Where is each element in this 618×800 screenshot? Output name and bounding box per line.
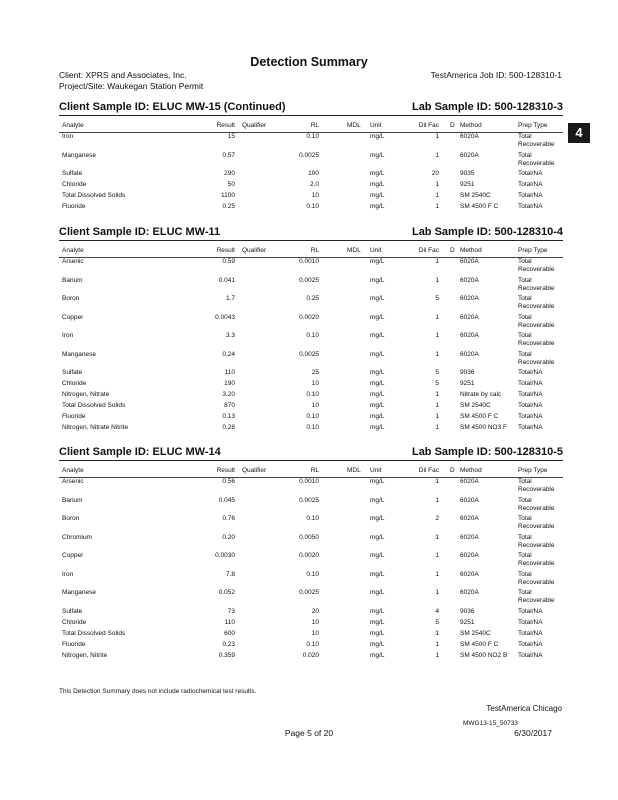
cell-prep-type: Total/NA	[518, 618, 543, 626]
table-row	[59, 630, 563, 641]
cell-unit: mg/L	[370, 313, 385, 321]
cell-result: 0.359	[218, 651, 235, 659]
lab-sample-id: Lab Sample ID: 500-128310-5	[411, 446, 563, 458]
cell-rl: 20	[311, 607, 319, 615]
cell-method: 9251	[460, 181, 475, 188]
table-row	[59, 534, 563, 553]
cell-unit: mg/L	[370, 192, 385, 199]
cell-dil-fac: 20	[431, 170, 439, 177]
cell-dil-fac: 5	[435, 618, 439, 626]
cell-dil-fac: 1	[435, 640, 439, 648]
sample-section	[59, 446, 563, 663]
table-row	[59, 608, 563, 619]
cell-method: SM 2540C	[460, 192, 491, 199]
cell-dil-fac: 1	[435, 258, 439, 265]
cell-analyte: Total Dissolved Solids	[62, 192, 126, 199]
cell-result: 3.3	[225, 332, 235, 339]
cell-rl: 10	[311, 192, 319, 199]
cell-prep-type: Total/NA	[518, 640, 543, 648]
cell-rl: 0.10	[306, 133, 319, 140]
cell-unit: mg/L	[370, 552, 385, 559]
cell-dil-fac: 1	[435, 391, 439, 398]
sample-section-header	[59, 446, 563, 461]
cell-analyte: Arsenic	[62, 478, 84, 485]
cell-unit: mg/L	[370, 402, 385, 409]
cell-unit: mg/L	[370, 651, 385, 659]
col-prep-type: Prep Type	[518, 122, 548, 129]
cell-result: 0.57	[222, 151, 235, 159]
column-header	[59, 465, 563, 478]
table-row	[59, 170, 563, 181]
cell-prep-type: Total/NA	[518, 369, 543, 376]
cell-analyte: Manganese	[62, 589, 96, 596]
cell-rl: 0.10	[306, 332, 319, 339]
page-title: Detection Summary	[250, 55, 368, 69]
cell-dil-fac: 1	[435, 332, 439, 339]
table-row	[59, 402, 563, 413]
cell-method: SM 4500 F C	[460, 203, 499, 210]
cell-analyte: Chloride	[62, 380, 87, 387]
cell-method: 6020A	[460, 533, 479, 541]
col-unit: Unit	[370, 247, 382, 254]
cell-rl: 0.0025	[299, 151, 319, 159]
cell-result: 0.23	[222, 640, 235, 648]
cell-rl: 0.10	[306, 391, 319, 398]
cell-dil-fac: 1	[435, 276, 439, 284]
col-d: D	[450, 467, 455, 474]
cell-rl: 0.0020	[299, 313, 319, 321]
cell-rl: 0.0025	[299, 589, 319, 596]
cell-method: SM 4500 F C	[460, 640, 499, 648]
cell-method: 6020A	[460, 295, 479, 302]
cell-unit: mg/L	[370, 151, 385, 159]
cell-rl: 0.0010	[299, 258, 319, 265]
footnote: This Detection Summary does not include radiochemical test results.	[59, 688, 257, 695]
lab-name: TestAmerica Chicago	[486, 704, 562, 713]
col-analyte: Analyte	[62, 122, 84, 129]
cell-prep-type: Total Recoverable	[518, 515, 555, 530]
cell-prep-type: Total/NA	[518, 651, 543, 659]
sample-section	[59, 101, 563, 214]
cell-unit: mg/L	[370, 640, 385, 648]
table-row	[59, 203, 563, 214]
cell-dil-fac: 1	[435, 313, 439, 321]
cell-result: 290	[224, 170, 235, 177]
cell-dil-fac: 1	[435, 478, 439, 485]
cell-prep-type: Total Recoverable	[518, 276, 555, 292]
cell-dil-fac: 1	[435, 133, 439, 140]
table-row	[59, 552, 563, 571]
table-row	[59, 391, 563, 402]
cell-prep-type: Total Recoverable	[518, 589, 555, 604]
table-row	[59, 478, 563, 497]
cell-prep-type: Total/NA	[518, 181, 543, 188]
cell-unit: mg/L	[370, 391, 385, 398]
cell-unit: mg/L	[370, 413, 385, 420]
cell-result: 0.041	[218, 276, 235, 284]
col-analyte: Analyte	[62, 467, 84, 474]
cell-analyte: Manganese	[62, 151, 96, 159]
table-row	[59, 641, 563, 652]
cell-result: 50	[227, 181, 235, 188]
column-header	[59, 120, 563, 133]
col-prep-type: Prep Type	[518, 467, 548, 474]
cell-analyte: Chloride	[62, 181, 87, 188]
cell-result: 0.76	[222, 515, 235, 522]
cell-unit: mg/L	[370, 369, 385, 376]
cell-unit: mg/L	[370, 133, 385, 140]
cell-unit: mg/L	[370, 350, 385, 358]
cell-method: 6020A	[460, 552, 479, 559]
cell-analyte: Total Dissolved Solids	[62, 629, 126, 637]
cell-analyte: Boron	[62, 515, 80, 522]
cell-rl: 10	[311, 380, 319, 387]
cell-analyte: Nitrogen, Nitrate	[62, 391, 110, 398]
job-id: TestAmerica Job ID: 500-128310-1	[430, 70, 562, 80]
cell-prep-type: Total/NA	[518, 402, 543, 409]
cell-rl: 100	[308, 170, 319, 177]
cell-result: 0.0030	[215, 552, 235, 559]
cell-analyte: Chloride	[62, 618, 87, 626]
col-rl: RL	[310, 122, 319, 129]
cell-dil-fac: 1	[435, 402, 439, 409]
table-row	[59, 152, 563, 171]
cell-dil-fac: 1	[435, 413, 439, 420]
cell-prep-type: Total/NA	[518, 391, 543, 398]
col-qualifier: Qualifier	[242, 467, 267, 474]
cell-analyte: Nitrogen, Nitrite	[62, 651, 108, 659]
cell-unit: mg/L	[370, 607, 385, 615]
cell-prep-type: Total Recoverable	[518, 350, 555, 366]
cell-unit: mg/L	[370, 332, 385, 339]
page-number: Page 5 of 20	[284, 728, 334, 738]
col-analyte: Analyte	[62, 247, 84, 254]
cell-analyte: Iron	[62, 570, 74, 578]
cell-analyte: Arsenic	[62, 258, 84, 265]
cell-rl: 25	[311, 369, 319, 376]
cell-analyte: Fluoride	[62, 413, 86, 420]
cell-unit: mg/L	[370, 515, 385, 522]
table-body	[59, 478, 563, 663]
cell-prep-type: Total Recoverable	[518, 496, 555, 512]
cell-analyte: Barium	[62, 496, 83, 504]
cell-dil-fac: 1	[435, 350, 439, 358]
cell-method: SM 4500 NO2 B	[460, 651, 508, 659]
table-row	[59, 424, 563, 435]
col-rl: RL	[310, 467, 319, 474]
cell-rl: 0.25	[306, 295, 319, 302]
table-row	[59, 181, 563, 192]
table-row	[59, 571, 563, 590]
lab-sample-id: Lab Sample ID: 500-128310-4	[411, 226, 563, 238]
cell-result: 0.20	[222, 533, 235, 541]
cell-unit: mg/L	[370, 170, 385, 177]
cell-prep-type: Total/NA	[518, 380, 543, 387]
cell-method: 9036	[460, 607, 475, 615]
cell-rl: 0.10	[306, 570, 319, 578]
cell-method: 6020A	[460, 313, 479, 321]
cell-prep-type: Total Recoverable	[518, 258, 555, 273]
cell-dil-fac: 2	[435, 515, 439, 522]
cell-rl: 0.0020	[299, 552, 319, 559]
cell-method: SM 2540C	[460, 629, 491, 637]
cell-result: 73	[227, 607, 235, 615]
cell-analyte: Manganese	[62, 350, 96, 358]
cell-dil-fac: 1	[435, 424, 439, 431]
cell-analyte: Total Dissolved Solids	[62, 402, 126, 409]
table-row	[59, 652, 563, 663]
cell-unit: mg/L	[370, 570, 385, 578]
cell-dil-fac: 1	[435, 151, 439, 159]
cell-analyte: Barium	[62, 276, 83, 284]
cell-rl: 0.0010	[299, 478, 319, 485]
cell-unit: mg/L	[370, 380, 385, 387]
cell-prep-type: Total Recoverable	[518, 533, 555, 549]
cell-method: 9251	[460, 618, 475, 626]
cell-analyte: Boron	[62, 295, 80, 302]
cell-analyte: Iron	[62, 133, 74, 140]
table-row	[59, 351, 563, 370]
table-row	[59, 380, 563, 391]
cell-method: 6020A	[460, 515, 479, 522]
col-method: Method	[460, 122, 482, 129]
cell-unit: mg/L	[370, 478, 385, 485]
cell-analyte: Nitrogen, Nitrate Nitrite	[62, 424, 129, 431]
cell-analyte: Sulfate	[62, 607, 83, 615]
cell-dil-fac: 1	[435, 552, 439, 559]
table-row	[59, 619, 563, 630]
cell-rl: 0.10	[306, 640, 319, 648]
table-row	[59, 314, 563, 333]
col-dil-fac: Dil Fac	[418, 122, 439, 129]
cell-result: 0.56	[222, 478, 235, 485]
cell-rl: 0.0025	[299, 496, 319, 504]
cell-analyte: Fluoride	[62, 640, 86, 648]
table-body	[59, 133, 563, 214]
client-sample-id: Client Sample ID: ELUC MW-15 (Continued)	[59, 101, 286, 113]
cell-method: SM 4500 F C	[460, 413, 499, 420]
cell-result: 600	[224, 629, 235, 637]
cell-rl: 0.0025	[299, 276, 319, 284]
column-header	[59, 245, 563, 258]
cell-method: SM 2540C	[460, 402, 491, 409]
cell-prep-type: Total/NA	[518, 413, 543, 420]
sample-section	[59, 226, 563, 435]
cell-result: 0.59	[222, 258, 235, 265]
col-dil-fac: Dil Fac	[418, 247, 439, 254]
report-date: 6/30/2017	[514, 728, 552, 738]
cell-method: 9251	[460, 380, 475, 387]
table-row	[59, 295, 563, 314]
cell-result: 3.20	[222, 391, 235, 398]
cell-rl: 0.10	[306, 515, 319, 522]
cell-prep-type: Total Recoverable	[518, 478, 555, 493]
cell-unit: mg/L	[370, 629, 385, 637]
cell-prep-type: Total Recoverable	[518, 151, 555, 167]
table-row	[59, 133, 563, 152]
cell-method: 6020A	[460, 478, 479, 485]
table-row	[59, 258, 563, 277]
cell-prep-type: Total Recoverable	[518, 313, 555, 329]
cell-dil-fac: 1	[435, 181, 439, 188]
col-qualifier: Qualifier	[242, 247, 267, 254]
cell-method: 6020A	[460, 276, 479, 284]
col-mdl: MDL	[347, 247, 361, 254]
cell-method: 6020A	[460, 589, 479, 596]
cell-prep-type: Total/NA	[518, 170, 543, 177]
cell-dil-fac: 5	[435, 295, 439, 302]
cell-result: 0.13	[222, 413, 235, 420]
cell-dil-fac: 1	[435, 496, 439, 504]
cell-analyte: Chromium	[62, 533, 92, 541]
cell-rl: 10	[311, 629, 319, 637]
cell-rl: 10	[311, 402, 319, 409]
document-code: MWG13-15_50733	[463, 720, 518, 727]
cell-dil-fac: 1	[435, 192, 439, 199]
col-d: D	[450, 247, 455, 254]
col-d: D	[450, 122, 455, 129]
cell-method: 6020A	[460, 332, 479, 339]
cell-unit: mg/L	[370, 424, 385, 431]
col-method: Method	[460, 467, 482, 474]
client-name: Client: XPRS and Associates, Inc.	[59, 70, 187, 80]
project-site: Project/Site: Waukegan Station Permit	[59, 81, 204, 91]
cell-unit: mg/L	[370, 181, 385, 188]
cell-dil-fac: 1	[435, 651, 439, 659]
cell-method: SM 4500 NO3 F	[460, 424, 507, 431]
table-row	[59, 589, 563, 608]
col-dil-fac: Dil Fac	[418, 467, 439, 474]
col-unit: Unit	[370, 122, 382, 129]
cell-result: 110	[224, 369, 235, 376]
cell-prep-type: Total/NA	[518, 203, 543, 210]
col-qualifier: Qualifier	[242, 122, 267, 129]
cell-method: 6020A	[460, 151, 479, 159]
cell-analyte: Fluoride	[62, 203, 86, 210]
cell-unit: mg/L	[370, 203, 385, 210]
cell-dil-fac: 5	[435, 369, 439, 376]
cell-result: 110	[224, 618, 235, 626]
cell-result: 0.045	[218, 496, 235, 504]
cell-rl: 0.0025	[299, 350, 319, 358]
cell-prep-type: Total Recoverable	[518, 133, 555, 148]
cell-prep-type: Total/NA	[518, 192, 543, 199]
cell-result: 1100	[221, 192, 235, 199]
cell-method: 6020A	[460, 133, 479, 140]
cell-method: 6020A	[460, 570, 479, 578]
cell-analyte: Copper	[62, 552, 84, 559]
col-method: Method	[460, 247, 482, 254]
client-sample-id: Client Sample ID: ELUC MW-14	[59, 446, 221, 458]
cell-analyte: Sulfate	[62, 170, 83, 177]
col-unit: Unit	[370, 467, 382, 474]
cell-unit: mg/L	[370, 276, 385, 284]
cell-unit: mg/L	[370, 618, 385, 626]
cell-analyte: Sulfate	[62, 369, 83, 376]
table-row	[59, 497, 563, 516]
cell-dil-fac: 1	[435, 533, 439, 541]
cell-result: 15	[227, 133, 235, 140]
col-result: Result	[216, 122, 235, 129]
cell-unit: mg/L	[370, 295, 385, 302]
client-sample-id: Client Sample ID: ELUC MW-11	[59, 226, 221, 238]
cell-dil-fac: 1	[435, 570, 439, 578]
cell-dil-fac: 5	[435, 380, 439, 387]
cell-result: 0.24	[222, 350, 235, 358]
cell-prep-type: Total/NA	[518, 607, 543, 615]
cell-result: 7.8	[225, 570, 235, 578]
cell-rl: 0.0050	[299, 533, 319, 541]
section-tab: 4	[568, 123, 590, 143]
cell-method: 6020A	[460, 350, 479, 358]
cell-analyte: Iron	[62, 332, 74, 339]
table-body	[59, 258, 563, 435]
col-result: Result	[216, 467, 235, 474]
table-row	[59, 332, 563, 351]
cell-rl: 0.10	[306, 203, 319, 210]
cell-rl: 0.10	[306, 413, 319, 420]
cell-dil-fac: 4	[435, 607, 439, 615]
table-row	[59, 369, 563, 380]
cell-analyte: Copper	[62, 313, 84, 321]
table-row	[59, 192, 563, 203]
cell-unit: mg/L	[370, 258, 385, 265]
cell-dil-fac: 1	[435, 589, 439, 596]
cell-method: 6020A	[460, 258, 479, 265]
cell-rl: 0.020	[302, 651, 319, 659]
cell-unit: mg/L	[370, 533, 385, 541]
sample-section-header	[59, 101, 563, 116]
cell-result: 0.052	[218, 589, 235, 596]
cell-method: 9036	[460, 369, 475, 376]
cell-dil-fac: 1	[435, 203, 439, 210]
cell-result: 190	[224, 380, 235, 387]
cell-rl: 0.10	[306, 424, 319, 431]
cell-result: 0.25	[222, 203, 235, 210]
cell-dil-fac: 1	[435, 629, 439, 637]
cell-result: 0.0043	[215, 313, 235, 321]
cell-prep-type: Total Recoverable	[518, 295, 555, 310]
cell-result: 870	[224, 402, 235, 409]
cell-rl: 2.0	[309, 181, 319, 188]
col-prep-type: Prep Type	[518, 247, 548, 254]
table-row	[59, 515, 563, 534]
cell-prep-type: Total/NA	[518, 424, 543, 431]
col-mdl: MDL	[347, 122, 361, 129]
col-result: Result	[216, 247, 235, 254]
sample-section-header	[59, 226, 563, 241]
cell-result: 1.7	[225, 295, 235, 302]
cell-method: 6020A	[460, 496, 479, 504]
cell-method: 9035	[460, 170, 475, 177]
cell-prep-type: Total Recoverable	[518, 332, 555, 347]
col-mdl: MDL	[347, 467, 361, 474]
cell-prep-type: Total Recoverable	[518, 552, 555, 567]
lab-sample-id: Lab Sample ID: 500-128310-3	[411, 101, 563, 113]
table-row	[59, 277, 563, 296]
cell-rl: 10	[311, 618, 319, 626]
cell-result: 0.28	[222, 424, 235, 431]
table-row	[59, 413, 563, 424]
cell-prep-type: Total/NA	[518, 629, 543, 637]
cell-unit: mg/L	[370, 589, 385, 596]
cell-prep-type: Total Recoverable	[518, 570, 555, 586]
cell-method: Nitrate by calc	[460, 391, 502, 398]
col-rl: RL	[310, 247, 319, 254]
cell-unit: mg/L	[370, 496, 385, 504]
